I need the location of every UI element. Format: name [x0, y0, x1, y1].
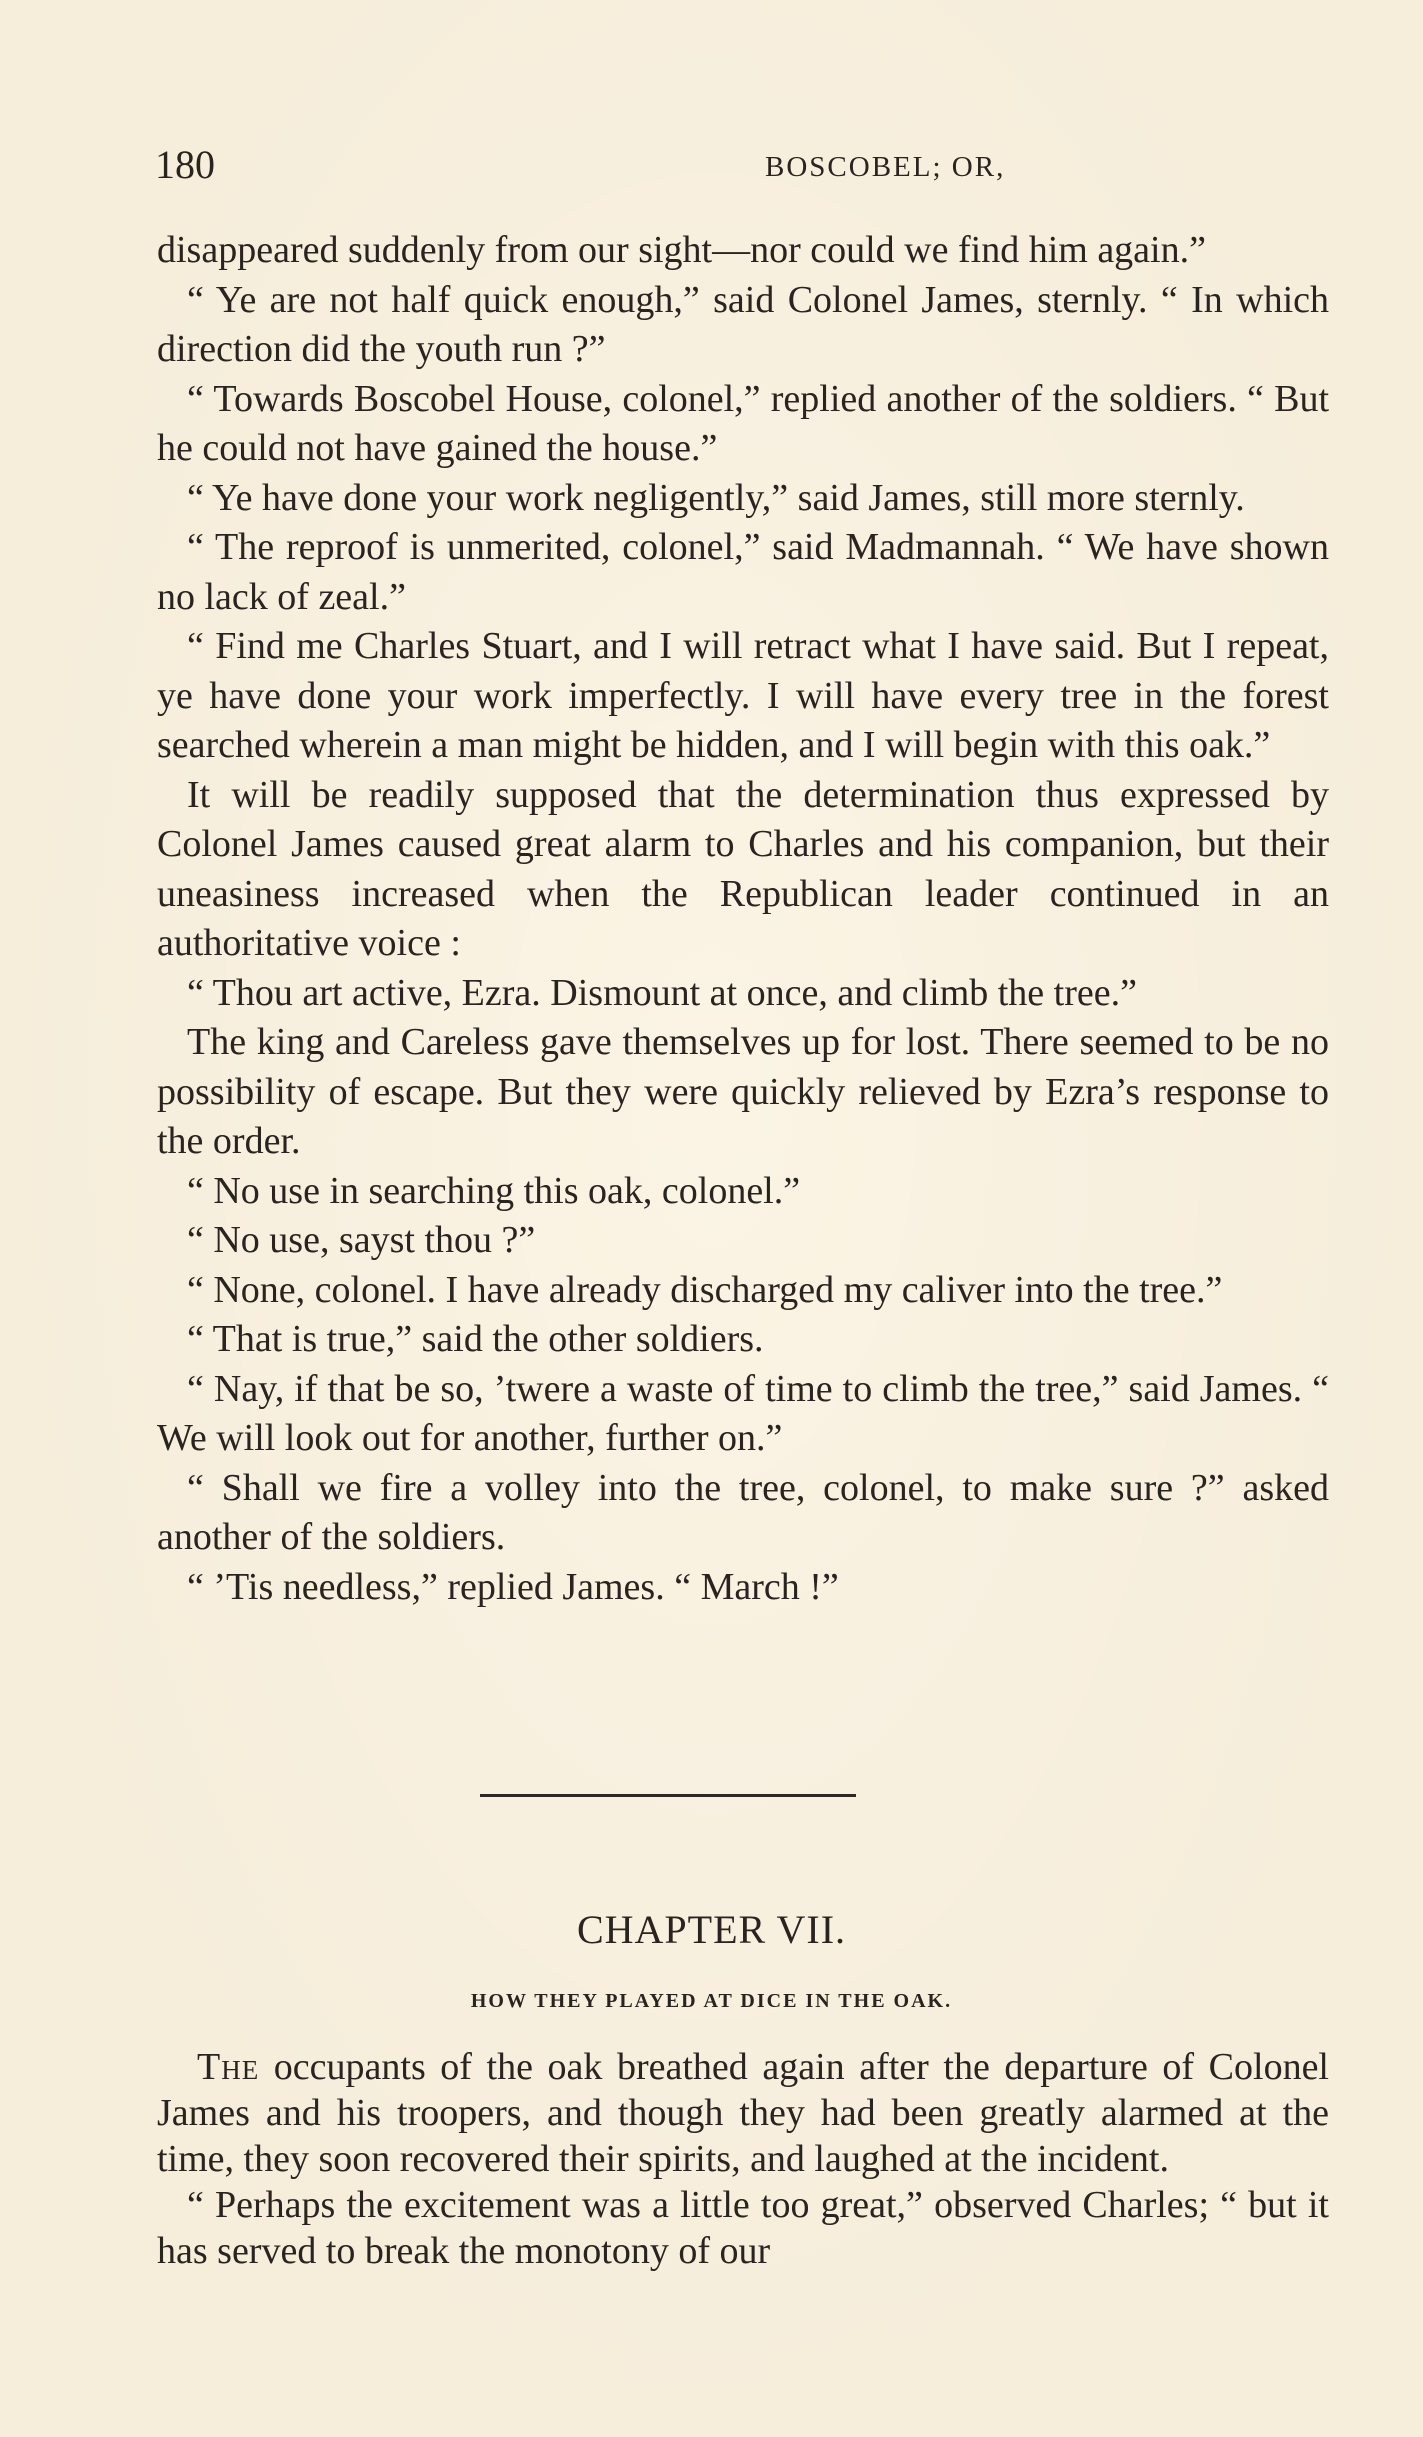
paragraph: “ Nay, if that be so, ’twere a waste of time to climb the tree,” said James. “ We will look out for another, further on.”	[157, 1367, 1329, 1459]
lead-word: The	[197, 2046, 260, 2088]
paragraph: The king and Careless gave themselves up for lost. There seemed to be no possibility of escape. But they were quickly relieved by Ezra’s response to the order.	[157, 1021, 1329, 1162]
running-head: BOSCOBEL; OR,	[765, 151, 1006, 183]
paragraph: disappeared suddenly from our sight—nor could we find him again.”	[157, 229, 1206, 271]
page-header	[155, 140, 1335, 190]
paragraph: “ Ye have done your work negligently,” said James, still more sternly.	[187, 476, 1245, 519]
chapter-text	[157, 2044, 1329, 2274]
paragraph: “ Find me Charles Stuart, and I will retract what I have said. But I repeat, ye have done your work imperfectly. I will have every tree in the forest searched wherein a man might be hidden, and I will begin with this oak.”	[157, 625, 1329, 766]
chapter-subtitle: HOW THEY PLAYED AT DICE IN THE OAK.	[470, 1990, 953, 2012]
chapter-paragraph-text: occupants of the oak breathed again after the departure of Colonel James and his troopers, and though they had been greatly alarmed at the time, they soon recovered their spirits, and laughed at the incident.	[157, 2046, 1329, 2180]
paragraph: “ Towards Boscobel House, colonel,” replied another of the soldiers. “ But he could not have gained the house.”	[157, 377, 1329, 469]
paragraph: “ Shall we fire a volley into the tree, colonel, to make sure ?” asked another of the soldiers.	[157, 1466, 1329, 1558]
paragraph: “ That is true,” said the other soldiers.	[187, 1318, 764, 1360]
chapter-title: CHAPTER VII.	[576, 1907, 847, 1952]
paragraph: “ None, colonel. I have already discharged my caliver into the tree.”	[187, 1268, 1223, 1311]
paragraph: “ No use, sayst thou ?”	[187, 1219, 536, 1261]
paragraph: “ No use in searching this oak, colonel.”	[187, 1169, 801, 1212]
paragraph: It will be readily supposed that the determination thus expressed by Colonel James caused great alarm to Charles and his companion, but their uneasiness increased when the Republican leader continued in an authoritative voice :	[157, 773, 1329, 964]
section-divider	[480, 1794, 856, 1797]
paragraph: “ The reproof is unmerited, colonel,” said Madmannah. “ We have shown no lack of zeal.”	[157, 526, 1329, 618]
chapter-paragraph: “ Perhaps the excitement was a little too great,” observed Charles; “ but it has served to break the monotony of our	[157, 2184, 1329, 2272]
paragraph: “ Ye are not half quick enough,” said Colonel James, sternly. “ In which direction did the youth run ?”	[157, 278, 1329, 370]
page-number: 180	[155, 142, 215, 187]
body-text	[157, 226, 1329, 1612]
paragraph: “ Thou art active, Ezra. Dismount at once, and climb the tree.”	[187, 971, 1137, 1014]
chapter-paragraph	[157, 2044, 1329, 2182]
paragraph: “ ’Tis needless,” replied James. “ March !”	[187, 1565, 839, 1608]
